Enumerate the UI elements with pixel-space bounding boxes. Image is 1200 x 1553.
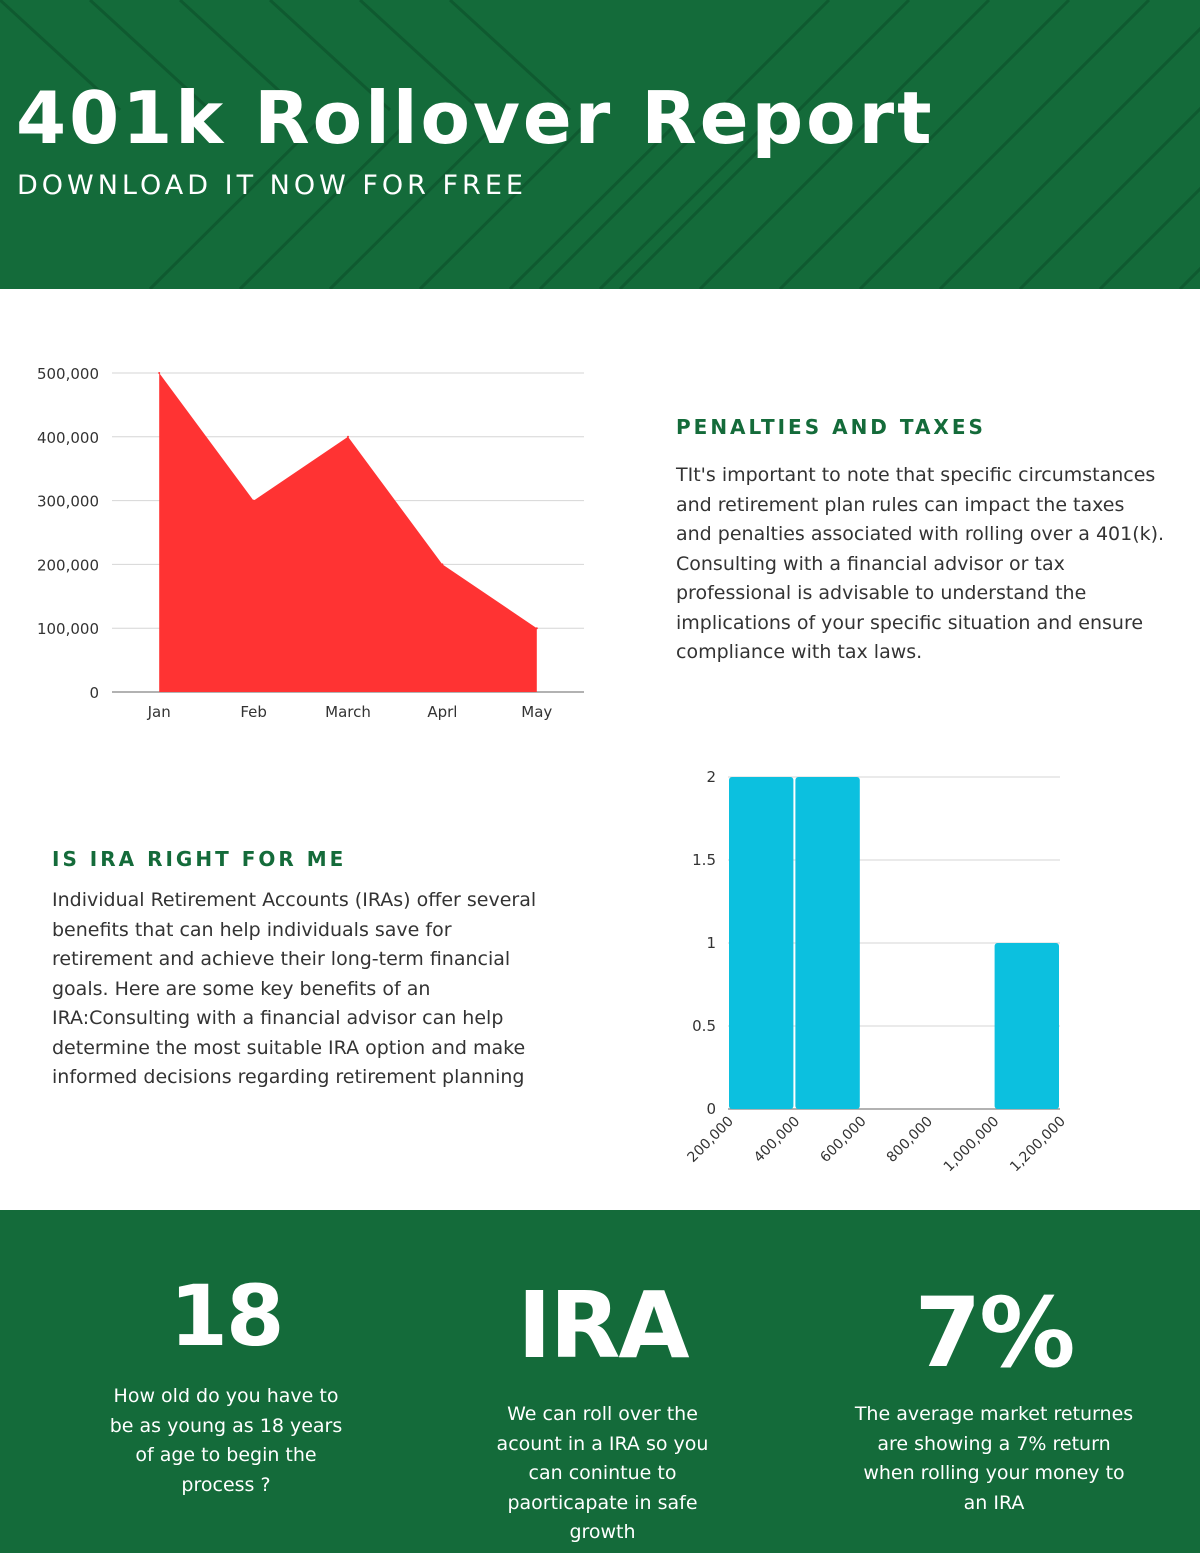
hist-y-tick-label: 2 xyxy=(706,768,716,786)
stat-return-value: 7% xyxy=(914,1277,1074,1389)
hist-x-tick-label: 1,200,000 xyxy=(1007,1113,1069,1176)
area-y-tick-label: 0 xyxy=(89,684,99,702)
hist-x-tick-label: 400,000 xyxy=(750,1113,804,1166)
header-stripe xyxy=(940,0,1200,289)
stat-age xyxy=(100,1267,352,1500)
hist-y-tick-label: 0.5 xyxy=(692,1017,716,1035)
area-y-tick-label: 200,000 xyxy=(36,556,99,575)
header-banner xyxy=(0,0,1200,289)
area-point xyxy=(158,372,160,374)
area-x-tick-label: Feb xyxy=(240,703,267,721)
area-chart xyxy=(0,350,600,730)
area-y-tick-label: 500,000 xyxy=(36,365,99,383)
stat-ira-text: We can roll over the acount in a IRA so you can conintue to paorticapate in safe growth xyxy=(496,1403,709,1543)
page-subtitle: DOWNLOAD IT NOW FOR FREE xyxy=(17,170,527,201)
penalties-text: TIt's important to note that specific circumstances and retirement plan rules can impact the taxes and penalties associated with rolling over a 401(k). Consulting with a financial advisor or tax professional is advisable to understand the implications of your specific situation and ensure compliance with tax laws. xyxy=(676,464,1165,663)
hist-y-tick-label: 1.5 xyxy=(692,851,716,869)
hist-bar xyxy=(795,777,859,1109)
ira-heading: IS IRA RIGHT FOR ME xyxy=(52,847,347,871)
hist-x-tick-label: 600,000 xyxy=(817,1113,870,1166)
hist-x-tick-label: 800,000 xyxy=(883,1113,937,1166)
hist-y-tick-label: 0 xyxy=(706,1100,716,1118)
area-point xyxy=(347,436,349,438)
area-point xyxy=(441,563,443,565)
penalties-heading: PENALTIES AND TAXES xyxy=(676,415,986,439)
page-title: 401k Rollover Report xyxy=(16,76,935,160)
area-x-tick-label: March xyxy=(325,703,371,721)
hist-x-tick-label: 1,000,000 xyxy=(940,1113,1003,1176)
stat-age-text: How old do you have to be as young as 18 years of age to begin the process ? xyxy=(109,1385,343,1496)
hist-y-tick-label: 1 xyxy=(706,934,716,952)
histogram-chart xyxy=(660,760,1080,1200)
area-y-tick-label: 300,000 xyxy=(36,492,99,511)
area-y-tick-label: 100,000 xyxy=(36,620,99,639)
area-point xyxy=(536,627,538,629)
area-x-tick-label: Jan xyxy=(147,703,171,721)
header-stripe xyxy=(1180,0,1200,289)
area-point xyxy=(253,500,255,502)
stat-age-value: 18 xyxy=(169,1267,283,1365)
hist-x-tick-label: 200,000 xyxy=(684,1113,737,1166)
stat-return-text: The average market returnes are showing a 7% return when rolling your money to an IRA xyxy=(854,1403,1134,1514)
stat-ira-value: IRA xyxy=(517,1272,688,1379)
header-stripe xyxy=(1020,0,1200,289)
area-series xyxy=(159,373,537,692)
hist-bar xyxy=(995,943,1059,1109)
ira-text: Individual Retirement Accounts (IRAs) offer several benefits that can help individuals save for retirement and achieve their long-term financial goals. Here are some key benefits of an IRA:Consulting with a financial advisor can help determine the most suitable IRA option and make informed decisions regarding retirement planning xyxy=(52,889,537,1088)
area-x-tick-label: Aprl xyxy=(427,703,458,721)
stat-return xyxy=(850,1277,1138,1518)
area-y-tick-label: 400,000 xyxy=(36,428,99,447)
area-x-tick-label: May xyxy=(521,703,553,721)
hist-bar xyxy=(729,777,793,1109)
stat-ira xyxy=(485,1272,720,1548)
